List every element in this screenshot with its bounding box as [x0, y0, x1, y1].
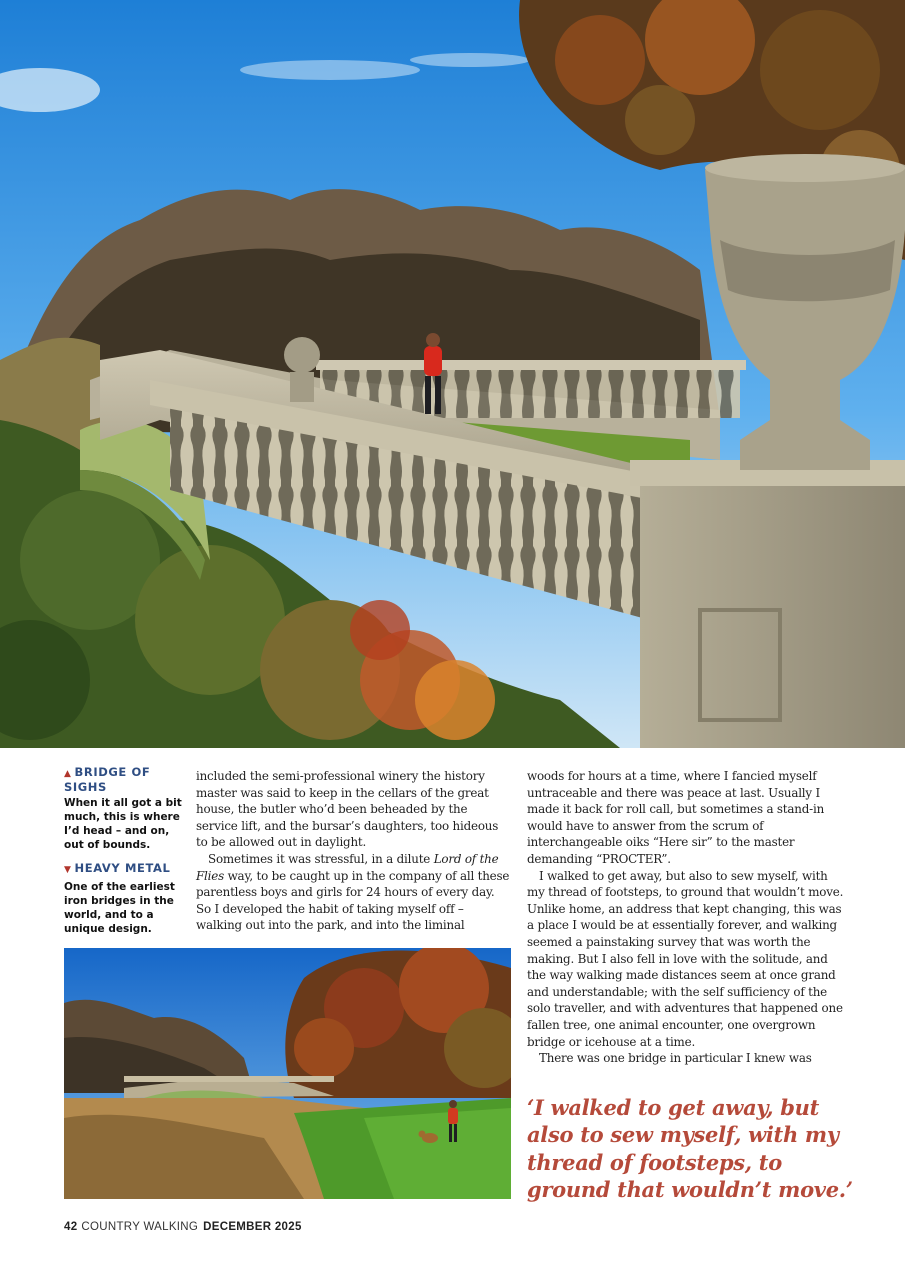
issue-date: DECEMBER 2025: [203, 1221, 302, 1233]
article-column-2: [527, 768, 845, 1067]
caption-heading-text: HEAVY METAL: [74, 861, 171, 875]
magazine-name: COUNTRY WALKING: [81, 1221, 199, 1233]
photo-captions: [64, 766, 186, 936]
caption-heading: [64, 766, 186, 793]
paragraph: [196, 851, 511, 934]
caption-heavy-metal: [64, 862, 186, 936]
paragraph-text: Sometimes it was stressful, in a dilute: [208, 851, 434, 866]
book-title: Lord of the Flies: [196, 851, 499, 883]
arrow-up-icon: ▲: [64, 769, 72, 779]
paragraph: There was one bridge in particular I knew was: [539, 1051, 812, 1066]
article-column-1: [196, 768, 511, 934]
paragraph: woods for hours at a time, where I fancied myself untraceable and there was peace at last. Usually I made it back for roll call, but sometimes a stand-in would have to answer from the scrum of interchangeable oiks “Here sir” to the master demanding “PROCTER”.: [527, 769, 825, 866]
paragraph: I walked to get away, but also to sew myself, with my thread of footsteps, to ground that wouldn’t move. Unlike home, an address that kept changing, this was a place I would be at essentially forever, and walking seemed a painstaking survey that was worth the making. But I also fell in love with the solitude, and the way walking made distances seem at once grand and understandable; with the self sufficiency of the solo traveller, and with adventures that happened one fallen tree, one animal encounter, one overgrown bridge or icehouse at a time.: [527, 868, 844, 1049]
pull-quote: ‘I walked to get away, but also to sew myself, with my thread of footsteps, to ground that wouldn’t move.’: [527, 1095, 853, 1202]
caption-text: When it all got a bit much, this is where I’d head – and on, out of bounds.: [64, 797, 182, 851]
caption-text: One of the earliest iron bridges in the world, and to a unique design.: [64, 880, 175, 935]
caption-bridge-of-sighs: [64, 766, 186, 852]
page-footer: [64, 1221, 302, 1233]
caption-heading-text: BRIDGE OF SIGHS: [64, 765, 151, 794]
caption-heading: [64, 862, 186, 877]
iron-bridge-illustration: [64, 948, 511, 1199]
arrow-down-icon: ▼: [64, 865, 72, 875]
page-number: 42: [64, 1221, 78, 1233]
paragraph: included the semi-professional winery the history master was said to keep in the cellars of the great house, the butler who’d been beheaded by the service lift, and the bursar’s daughters, too hideous to be allowed out in daylight.: [196, 769, 499, 850]
paragraph-text: way, to be caught up in the company of all these parentless boys and girls for 24 hours of every day. So I developed the habit of taking myself off – walking out into the park, and into the liminal: [196, 868, 510, 933]
photo-iron-bridge: [64, 948, 511, 1199]
